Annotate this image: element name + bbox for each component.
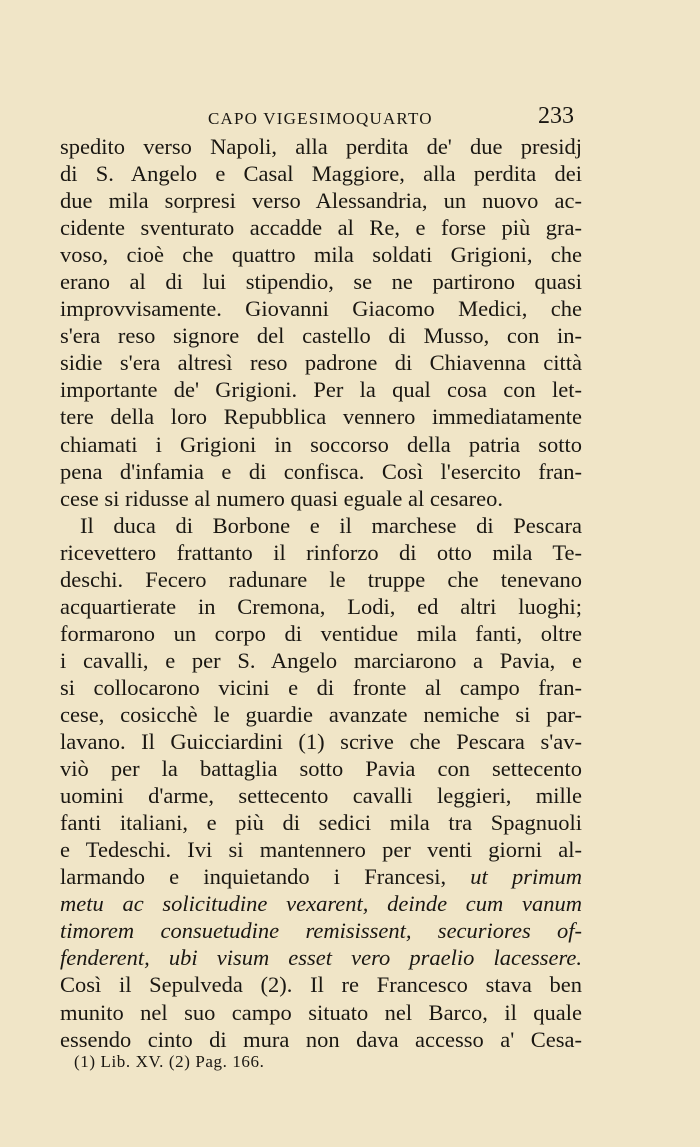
text-line: lavano. Il Guicciardini (1) scrive che Pescara s'av-	[60, 729, 582, 755]
latin-quote-line: metu ac solicitudine vexarent, deinde cum vanum	[60, 891, 582, 917]
text-line: sidie s'era altresì reso padrone di Chiavenna città	[60, 350, 582, 376]
text-line: e Tedeschi. Ivi si mantennero per venti giorni al-	[60, 837, 582, 863]
running-head	[0, 103, 700, 133]
roman-text: larmando e inquietando i Francesi,	[60, 864, 471, 890]
text-line: munito nel suo campo situato nel Barco, il quale	[60, 999, 582, 1025]
text-line: chiamati i Grigioni in soccorso della patria sotto	[60, 431, 582, 457]
text-line: spedito verso Napoli, alla perdita de' due presidj	[60, 134, 582, 159]
text-line: cese si ridusse al numero quasi eguale al cesareo.	[60, 485, 503, 511]
text-line: uomini d'arme, settecento cavalli leggieri, mille	[60, 783, 582, 809]
paragraph-start-line: Il duca di Borbone e il marchese di Pescara	[80, 512, 582, 538]
text-line: erano al di lui stipendio, se ne partirono quasi	[60, 269, 582, 295]
text-line: pena d'infamia e di confisca. Così l'esercito fran-	[60, 458, 582, 484]
text-line-mixed	[60, 863, 582, 890]
text-line: due mila sorpresi verso Alessandria, un nuovo ac-	[60, 188, 582, 214]
chapter-title: CAPO VIGESIMOQUARTO	[208, 109, 433, 128]
text-line: fanti italiani, e più di sedici mila tra Spagnuoli	[60, 810, 582, 836]
latin-quote-line: fenderent, ubi visum esset vero praelio lacessere.	[60, 945, 582, 971]
text-line: acquartierate in Cremona, Lodi, ed altri luoghi;	[60, 593, 582, 619]
text-line: tere della loro Repubblica vennero immediatamente	[60, 404, 582, 430]
text-line: deschi. Fecero radunare le truppe che tenevano	[60, 566, 582, 592]
text-line: cese, cosicchè le guardie avanzate nemiche si par-	[60, 701, 582, 727]
text-line: voso, cioè che quattro mila soldati Grigioni, che	[60, 242, 582, 268]
page-number: 233	[538, 103, 574, 129]
text-line: si collocarono vicini e di fronte al campo fran-	[60, 674, 582, 700]
latin-quote-line: timorem consuetudine remisissent, securiores of-	[60, 918, 582, 944]
text-line: cidente sventurato accadde al Re, e forse più gra-	[60, 215, 582, 241]
text-line: essendo cinto di mura non dava accesso a' Cesa-	[60, 1026, 582, 1052]
latin-quote: ut primum	[470, 864, 583, 890]
text-line: viò per la battaglia sotto Pavia con settecento	[60, 756, 582, 782]
text-line: di S. Angelo e Casal Maggiore, alla perdita dei	[60, 161, 582, 187]
text-line: i cavalli, e per S. Angelo marciarono a Pavia, e	[60, 647, 582, 673]
footnotes: (1) Lib. XV. (2) Pag. 166.	[74, 1052, 265, 1071]
text-line: improvvisamente. Giovanni Giacomo Medici, che	[60, 296, 582, 322]
text-line: formarono un corpo di ventidue mila fanti, oltre	[60, 620, 582, 646]
text-line: importante de' Grigioni. Per la qual cosa con let-	[60, 377, 582, 403]
text-line: ricevettero frattanto il rinforzo di otto mila Te-	[60, 539, 582, 565]
text-line: s'era reso signore del castello di Musso, con in-	[60, 323, 582, 349]
body-text	[60, 133, 582, 1053]
text-line: Così il Sepulveda (2). Il re Francesco stava ben	[60, 972, 582, 998]
